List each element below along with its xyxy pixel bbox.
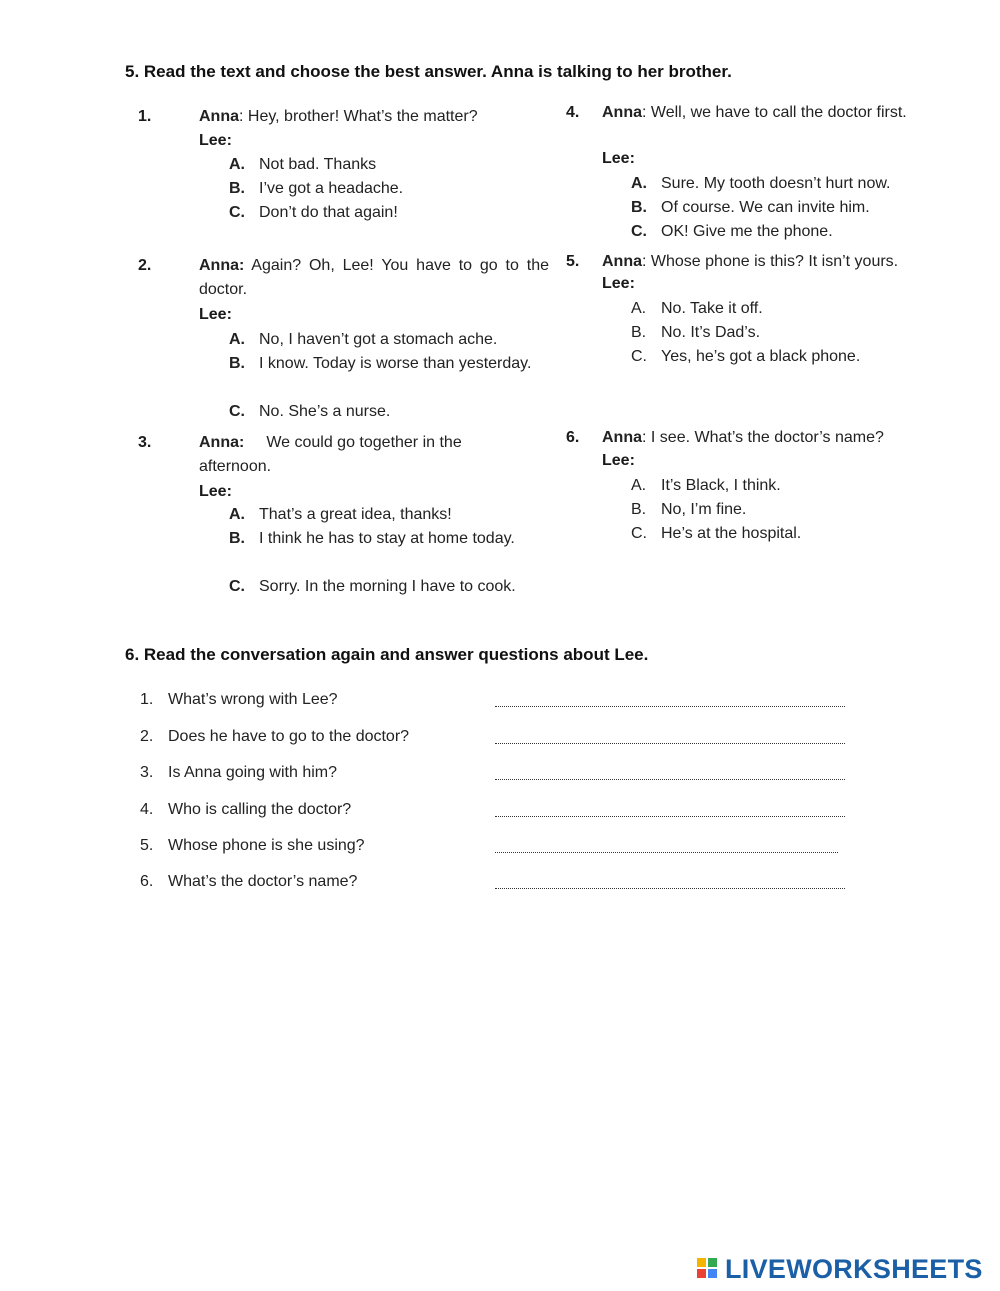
answer-row-5: 5. Whose phone is she using? <box>140 836 850 862</box>
prompt-text: Again? Oh, Lee! You have to go to the doctor. <box>199 257 549 298</box>
option-c[interactable]: C. He’s at the hospital. <box>631 525 802 542</box>
answer-question-text: Does he have to go to the doctor? <box>168 728 410 745</box>
option-b[interactable]: B. I know. Today is worse than yesterday. <box>229 355 532 372</box>
question-number: 6. <box>566 429 580 446</box>
question-number: 5. <box>566 253 580 270</box>
answer-row-3: 3. Is Anna going with him? <box>140 763 850 789</box>
answer-row-4: 4. Who is calling the doctor? <box>140 800 850 826</box>
lee-label: Lee: <box>602 452 635 469</box>
lee-label: Lee: <box>199 306 232 323</box>
question-prompt: Anna: Well, we have to call the doctor first. <box>602 104 907 121</box>
answer-field[interactable] <box>495 692 845 707</box>
lee-label: Lee: <box>602 150 635 167</box>
question-6 <box>566 426 946 551</box>
question-prompt: Anna: Hey, brother! What’s the matter? <box>199 108 478 125</box>
option-c[interactable]: C. Yes, he’s got a black phone. <box>631 348 861 365</box>
answer-question-text: What’s wrong with Lee? <box>168 691 338 708</box>
answer-question-text: Who is calling the doctor? <box>168 801 352 818</box>
option-c[interactable]: C. Don’t do that again! <box>229 204 398 221</box>
option-a[interactable]: A. No. Take it off. <box>631 300 763 317</box>
question-1 <box>138 105 558 235</box>
option-b[interactable]: B. I’ve got a headache. <box>229 180 404 197</box>
option-a[interactable]: A. That’s a great idea, thanks! <box>229 506 452 523</box>
question-prompt <box>199 254 549 302</box>
answer-row-2: 2. Does he have to go to the doctor? <box>140 727 850 753</box>
logo-cube-blue <box>708 1269 717 1278</box>
speaker-name: Anna <box>602 253 642 270</box>
answer-row-1: 1. What’s wrong with Lee? <box>140 690 850 716</box>
question-4 <box>566 101 946 246</box>
answer-question-text: What’s the doctor’s name? <box>168 873 358 890</box>
answer-field[interactable] <box>495 802 845 817</box>
prompt-text: Well, we have to call the doctor first. <box>646 104 907 121</box>
answer-field[interactable] <box>495 765 845 780</box>
prompt-text: Hey, brother! What’s the matter? <box>243 108 478 125</box>
question-prompt: Anna: Whose phone is this? It isn’t yours. <box>602 253 899 270</box>
option-c[interactable]: C. No. She’s a nurse. <box>229 403 391 420</box>
option-a[interactable]: A. Sure. My tooth doesn’t hurt now. <box>631 175 891 192</box>
speaker-name: Anna: <box>199 257 245 274</box>
question-prompt: Anna: I see. What’s the doctor’s name? <box>602 429 884 446</box>
option-c[interactable]: C. Sorry. In the morning I have to cook. <box>229 578 516 595</box>
speaker-name: Anna <box>199 108 239 125</box>
answer-question-text: Is Anna going with him? <box>168 764 337 781</box>
answer-row-6: 6. What’s the doctor’s name? <box>140 872 850 898</box>
question-number: 3. <box>138 434 152 451</box>
question-number: 2. <box>138 257 152 274</box>
option-b[interactable]: B. Of course. We can invite him. <box>631 199 870 216</box>
prompt-text: We could go together in the afternoon. <box>199 434 462 475</box>
answer-field[interactable] <box>495 874 845 889</box>
logo-cube-green <box>708 1258 717 1267</box>
question-2 <box>138 254 558 424</box>
speaker-name: Anna <box>602 429 642 446</box>
logo-cube-red <box>697 1269 706 1278</box>
question-3 <box>138 431 558 626</box>
answer-question-text: Whose phone is she using? <box>168 837 365 854</box>
option-a[interactable]: A. It’s Black, I think. <box>631 477 781 494</box>
question-5 <box>566 250 946 375</box>
section5-heading: 5. Read the text and choose the best answer. Anna is talking to her brother. <box>125 62 732 81</box>
prompt-text: Whose phone is this? It isn’t yours. <box>646 253 899 270</box>
option-b[interactable]: B. No, I’m fine. <box>631 501 747 518</box>
lee-label: Lee: <box>199 132 232 149</box>
answer-field[interactable] <box>495 729 845 744</box>
question-number: 1. <box>138 108 152 125</box>
option-b[interactable]: B. I think he has to stay at home today. <box>229 530 515 547</box>
question-prompt <box>199 431 509 479</box>
section6-heading: 6. Read the conversation again and answer questions about Lee. <box>125 645 649 664</box>
prompt-text: I see. What’s the doctor’s name? <box>646 429 884 446</box>
brand-name[interactable]: LIVEWORKSHEETS <box>725 1254 983 1284</box>
answer-field[interactable] <box>495 838 838 853</box>
answer-list <box>140 690 860 900</box>
liveworksheets-logo-icon <box>697 1258 721 1282</box>
speaker-name: Anna <box>602 104 642 121</box>
lee-label: Lee: <box>199 483 232 500</box>
option-c[interactable]: C. OK! Give me the phone. <box>631 223 833 240</box>
option-b[interactable]: B. No. It’s Dad’s. <box>631 324 761 341</box>
speaker-name: Anna: <box>199 434 245 451</box>
lee-label: Lee: <box>602 275 635 292</box>
question-number: 4. <box>566 104 580 121</box>
option-a[interactable]: A. Not bad. Thanks <box>229 156 377 173</box>
logo-cube-yellow <box>697 1258 706 1267</box>
option-a[interactable]: A. No, I haven’t got a stomach ache. <box>229 331 498 348</box>
